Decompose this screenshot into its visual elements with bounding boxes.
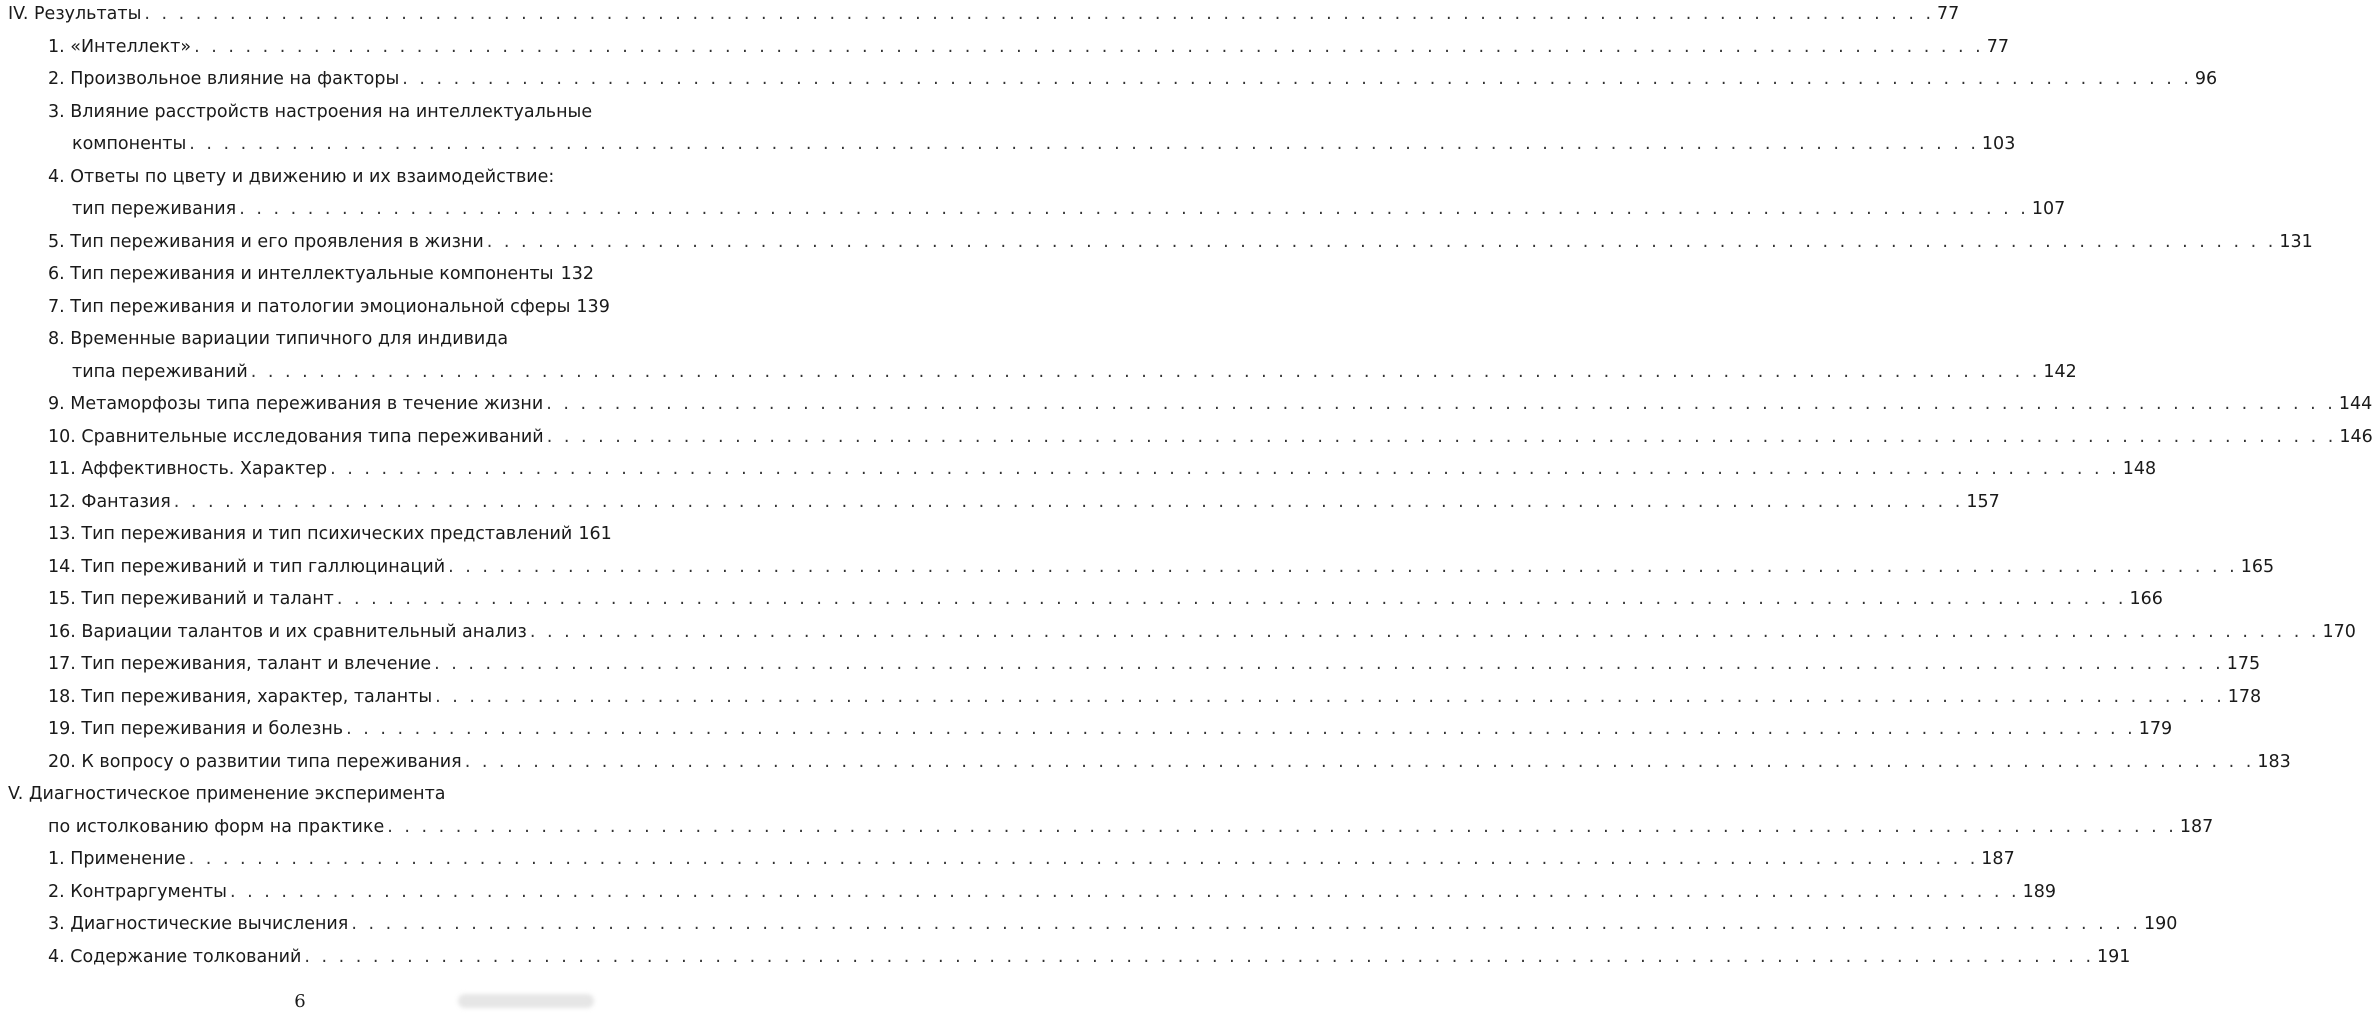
toc-dot-leader bbox=[546, 390, 2336, 418]
toc-entry-title: 15. Тип переживаний и талант bbox=[48, 589, 334, 609]
toc-entry-title: 4. Содержание толкований bbox=[48, 946, 302, 967]
toc-entry bbox=[48, 163, 594, 191]
toc-entry bbox=[8, 0, 1960, 28]
toc-entry-title: V. Диагностическое применение эксперимента bbox=[8, 784, 446, 804]
toc-entry bbox=[48, 910, 2178, 938]
toc-dot-leader bbox=[465, 748, 2255, 776]
toc-entry bbox=[48, 553, 2275, 581]
toc-entry bbox=[48, 845, 2015, 873]
toc-entry bbox=[48, 683, 2262, 711]
toc-entry-title: 5. Тип переживания и его проявления в жизни bbox=[48, 231, 484, 252]
toc-entry-title: 6. Тип переживания и интеллектуальные компоненты bbox=[48, 264, 554, 284]
toc-dot-leader bbox=[435, 683, 2225, 711]
toc-entry-title: 11. Аффективность. Характер bbox=[48, 459, 328, 479]
toc-dot-leader bbox=[230, 878, 2020, 906]
toc-entry-page: 77 bbox=[1937, 4, 1960, 24]
toc-entry-page: 166 bbox=[2129, 589, 2163, 609]
toc-entry bbox=[48, 293, 610, 321]
toc-entry bbox=[8, 780, 594, 808]
toc-entry-title: 13. Тип переживания и тип психических представлений bbox=[48, 524, 573, 544]
toc-entry-page: 190 bbox=[2143, 914, 2178, 934]
toc-entry bbox=[48, 813, 2214, 841]
toc-dot-leader bbox=[448, 553, 2238, 581]
toc-entry-title: типа переживаний bbox=[72, 361, 248, 382]
toc-entry-title: 12. Фантазия bbox=[48, 491, 171, 512]
toc-entry-title: по истолкованию форм на практике bbox=[48, 816, 385, 837]
toc-entry-title: 4. Ответы по цвету и движению и их взаимодействие: bbox=[48, 166, 555, 187]
toc-entry-page: 103 bbox=[1981, 134, 2016, 154]
toc-entry-page: 170 bbox=[2322, 621, 2356, 642]
toc-entry bbox=[48, 65, 2218, 93]
toc-dot-leader bbox=[239, 195, 2029, 223]
toc-entry-title: 3. Влияние расстройств настроения на интеллектуальные bbox=[48, 101, 593, 122]
toc-entry-page: 132 bbox=[560, 264, 594, 284]
toc-entry-title: 19. Тип переживания и болезнь bbox=[48, 719, 344, 739]
toc-entry-page: 148 bbox=[2122, 459, 2157, 479]
toc-entry-page: 189 bbox=[2022, 881, 2056, 902]
toc-entry bbox=[72, 195, 2066, 223]
toc-entry-title: IV. Результаты bbox=[8, 4, 142, 24]
toc-dot-leader bbox=[330, 455, 2120, 483]
toc-dot-leader bbox=[346, 715, 2136, 743]
toc-entry-page: 144 bbox=[2338, 394, 2373, 414]
toc-entry-page: 187 bbox=[2179, 816, 2214, 837]
toc-entry bbox=[48, 228, 2313, 256]
toc-entry bbox=[72, 358, 2077, 386]
toc-entry bbox=[48, 943, 2131, 971]
toc-entry-title: 14. Тип переживаний и тип галлюцинаций bbox=[48, 556, 446, 577]
toc-entry bbox=[48, 488, 2000, 516]
toc-dot-leader bbox=[337, 585, 2127, 613]
toc-entry-page: 165 bbox=[2240, 556, 2275, 577]
toc-entry-title: 2. Произвольное влияние на факторы bbox=[48, 69, 400, 89]
page-number: 6 bbox=[294, 991, 306, 1012]
toc-entry-page: 183 bbox=[2257, 751, 2291, 772]
toc-entry-page: 146 bbox=[2339, 426, 2373, 447]
toc-entry-page: 139 bbox=[576, 296, 610, 317]
toc-entry bbox=[48, 423, 2373, 451]
toc-entry-page: 96 bbox=[2194, 69, 2218, 89]
toc-entry bbox=[48, 618, 2356, 646]
toc-entry-page: 187 bbox=[1981, 849, 2015, 869]
toc-entry-title: 8. Временные вариации типичного для индивида bbox=[48, 329, 509, 349]
toc-entry-page: 161 bbox=[578, 524, 612, 544]
toc-dot-leader bbox=[557, 260, 558, 288]
toc-dot-leader bbox=[304, 943, 2094, 971]
toc-dot-leader bbox=[547, 423, 2337, 451]
toc-dot-leader bbox=[387, 813, 2177, 841]
toc-dot-leader bbox=[487, 228, 2277, 256]
toc-entry-page: 179 bbox=[2138, 719, 2173, 739]
toc-entry-title: 1. Применение bbox=[48, 849, 186, 869]
toc-entry bbox=[72, 130, 2016, 158]
toc-entry bbox=[48, 585, 2163, 613]
toc-entry-title: компоненты bbox=[72, 134, 187, 154]
toc-entry bbox=[48, 715, 2173, 743]
toc-entry bbox=[48, 33, 2009, 61]
toc-entry-page: 77 bbox=[1986, 36, 2009, 57]
toc-entry-title: 1. «Интеллект» bbox=[48, 36, 192, 57]
blurred-watermark bbox=[458, 994, 594, 1008]
toc-entry-page: 131 bbox=[2279, 231, 2313, 252]
toc-entry-page: 157 bbox=[1966, 491, 2000, 512]
toc-dot-leader bbox=[351, 910, 2141, 938]
toc-entry-title: 10. Сравнительные исследования типа переживаний bbox=[48, 426, 544, 447]
toc-entry bbox=[48, 878, 2056, 906]
toc-entry-page: 175 bbox=[2226, 654, 2261, 674]
toc-entry-page: 107 bbox=[2031, 199, 2066, 219]
toc-entry bbox=[48, 520, 612, 548]
toc-entry-page: 142 bbox=[2043, 361, 2077, 382]
toc-entry-title: 20. К вопросу о развитии типа переживания bbox=[48, 751, 462, 772]
toc-dot-leader bbox=[174, 488, 1964, 516]
toc-entry-title: 16. Вариации талантов и их сравнительный анализ bbox=[48, 621, 527, 642]
toc-dot-leader bbox=[251, 358, 2041, 386]
toc-dot-leader bbox=[402, 65, 2192, 93]
toc-dot-leader bbox=[189, 130, 1979, 158]
toc-entry-page: 178 bbox=[2227, 686, 2262, 707]
toc-entry-title: 3. Диагностические вычисления bbox=[48, 914, 349, 934]
toc-entry-title: 2. Контраргументы bbox=[48, 881, 227, 902]
toc-entry-title: 9. Метаморфозы типа переживания в течение жизни bbox=[48, 394, 544, 414]
toc-dot-leader bbox=[434, 650, 2224, 678]
toc-entry-title: 18. Тип переживания, характер, таланты bbox=[48, 686, 433, 707]
toc-entry-title: 17. Тип переживания, талант и влечение bbox=[48, 654, 432, 674]
toc-entry bbox=[48, 260, 594, 288]
toc-entry-title: 7. Тип переживания и патологии эмоциональной сферы bbox=[48, 296, 571, 317]
toc-entry bbox=[48, 390, 2373, 418]
toc-entry bbox=[48, 325, 594, 353]
toc-entry-page: 191 bbox=[2097, 946, 2131, 967]
toc-dot-leader bbox=[194, 33, 1984, 61]
toc-entry bbox=[48, 650, 2261, 678]
toc-entry bbox=[48, 98, 594, 126]
toc-entry bbox=[48, 748, 2291, 776]
toc-dot-leader bbox=[530, 618, 2320, 646]
toc-dot-leader bbox=[189, 845, 1979, 873]
toc-entry bbox=[48, 455, 2157, 483]
toc-entry-title: тип переживания bbox=[72, 199, 237, 219]
toc-dot-leader bbox=[144, 0, 1934, 28]
